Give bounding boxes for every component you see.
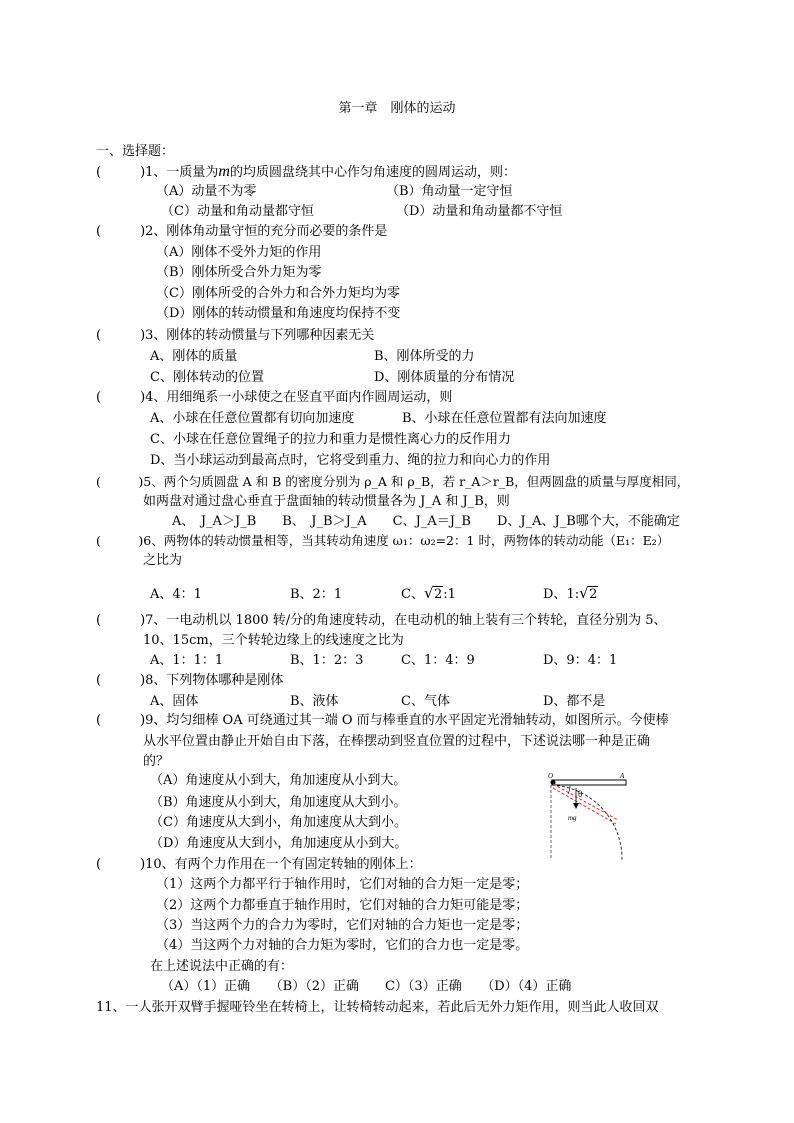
q7-option-b: B、1：2：3 [290, 653, 364, 668]
q6-line-2: 之比为 [143, 553, 183, 568]
question-3: ( )3、刚体的转动惯量与下列哪种因素无关 [96, 328, 375, 343]
swing-arc [552, 785, 622, 860]
q2-option-d: （D）刚体的转动惯量和角速度均保持不变 [156, 306, 401, 321]
section-heading: 一、选择题： [96, 144, 175, 159]
question-8: ( )8、下列物体哪种是刚体 [96, 673, 284, 688]
q1-option-c: （C）动量和角动量都守恒 [161, 204, 314, 219]
q9-line-2: 从水平位置由静止开始自由下落，在棒摆动到竖直位置的过程中，下述说法哪一种是正确 [143, 734, 651, 749]
q10-prompt: 在上述说法中正确的有： [150, 959, 294, 974]
q1-symbol: m [218, 163, 230, 180]
q7-option-c: C、1：4：9 [401, 653, 475, 668]
q4-option-b: B、小球在任意位置都有法向加速度 [402, 411, 607, 426]
q3-option-d: D、刚体质量的分布情况 [374, 370, 515, 385]
page-title: 第一章 刚体的运动 [338, 101, 456, 116]
q7-option-a: A、1：1：1 [150, 653, 224, 668]
sqrt-symbol [579, 587, 598, 603]
label-theta: θ [578, 789, 583, 799]
q10-statement-2: （2）这两个力都垂直于轴作用时，它们对轴的合力矩可能是零； [156, 898, 529, 913]
rod-position-line [553, 788, 616, 824]
question-11: 11、一人张开双臂手握哑铃坐在转椅上，让转椅转动起来，若此后无外力矩作用，则当此人收回双 [96, 1000, 659, 1015]
rod [552, 780, 626, 785]
q2-option-c: （C）刚体所受的合外力和合外力矩均为零 [156, 286, 400, 301]
q9-line-3: 的？ [143, 754, 170, 769]
q1-option-d: （D）动量和角动量都不守恒 [396, 204, 563, 219]
q6-c-label: C、 [401, 587, 424, 602]
q5-line-2: 如两盘对通过盘心垂直于盘面轴的转动惯量各为 J_A 和 J_B，则 [143, 494, 510, 509]
sqrt-symbol [424, 587, 443, 603]
question-9: ( )9、均匀细棒 OA 可绕通过其一端 O 而与棒垂直的水平固定光滑轴转动，如图所示。今使棒 [96, 713, 669, 728]
q6-option-c [401, 587, 456, 603]
q6-d-ratio: 1: [566, 587, 580, 602]
question-1 [96, 164, 516, 181]
q6-option-d [543, 587, 598, 603]
q1-option-b: （B）角动量一定守恒 [386, 184, 513, 199]
q8-option-d: D、都不是 [543, 694, 606, 709]
q1-option-a: （A）动量不为零 [156, 184, 257, 199]
q10-statement-4: （4）当这两个力对轴的合力矩为零时，它们的合力也一定是零。 [156, 938, 529, 953]
q10-options: （A）（1）正确 （B）（2）正确 C）（3）正确 （D）（4）正确 [161, 979, 572, 994]
question-4: ( )4、用细绳系一小球使之在竖直平面内作圆周运动，则 [96, 390, 453, 405]
q8-option-a: A、固体 [150, 694, 199, 709]
q1-text: ( )1、一质量为 [96, 165, 219, 180]
q9-option-b: （B）角速度从小到大，角加速度从大到小。 [150, 795, 407, 810]
arrow-head-icon [573, 803, 579, 809]
q4-option-a: A、小球在任意位置都有切向加速度 [150, 411, 355, 426]
question-10: ( )10、有两个力作用在一个有固定转轴的刚体上： [96, 857, 422, 872]
q5-options: A、 J_A＞J_B B、 J_B＞J_A C、J_A＝J_B D、J_A、J_B哪个大，不能确定 [172, 514, 680, 529]
q6-c-ratio: :1 [443, 587, 456, 602]
rod-pivot-diagram [540, 768, 632, 862]
q6-option-b: B、2：1 [290, 587, 343, 602]
label-a: A [620, 772, 625, 780]
q4-option-c: C、小球在任意位置绳子的拉力和重力是惯性离心力的反作用力 [150, 432, 511, 447]
question-6: ( )6、两物体的转动惯量相等，当其转动角速度 ω₁：ω₂=2：1 时，两物体的转动动能（E₁：E₂） [96, 533, 670, 548]
question-5: ( )5、两个匀质圆盘 A 和 B 的密度分别为 ρ_A 和 ρ_B，若 r_A＞r_B，但两圆盘的质量与厚度相同， [96, 474, 690, 489]
q6-d-label: D、 [543, 587, 567, 602]
q9-option-c: （C）角速度从大到小，角加速度从大到小。 [150, 815, 407, 830]
q10-statement-1: （1）这两个力都平行于轴作用时，它们对轴的合力矩一定是零； [156, 877, 529, 892]
rod-position-line [553, 784, 618, 820]
q3-option-a: A、刚体的质量 [150, 349, 238, 364]
q10-statement-3: （3）当这两个力的合力为零时，它们对轴的合力矩也一定是零； [156, 918, 529, 933]
q1-text-post: 的均质圆盘绕其中心作匀角速度的圆周运动，则： [229, 165, 516, 180]
q7-option-d: D、9：4：1 [543, 653, 618, 668]
q4-option-d: D、当小球运动到最高点时，它将受到重力、绳的拉力和向心力的作用 [150, 453, 551, 468]
question-7: ( )7、一电动机以 1800 转/分的角速度转动，在电动机的轴上装有三个转轮，直径分别为 5、 [96, 613, 667, 628]
label-o: O [548, 772, 554, 780]
q2-option-a: （A）刚体不受外力矩的作用 [156, 245, 322, 260]
question-2: ( )2、刚体角动量守恒的充分而必要的条件是 [96, 224, 388, 239]
q9-option-a: （A）角速度从小到大，角加速度从小到大。 [150, 773, 407, 788]
label-mg: mg [568, 814, 577, 822]
q6-c-radicand: 2 [433, 587, 443, 602]
q3-option-b: B、刚体所受的力 [374, 349, 475, 364]
q6-option-a: A、4：1 [150, 587, 202, 602]
q8-option-b: B、液体 [290, 694, 339, 709]
q3-option-c: C、刚体转动的位置 [150, 370, 264, 385]
q7-line-2: 10、15cm，三个转轮边缘上的线速度之比为 [143, 633, 404, 648]
q6-d-radicand: 2 [589, 587, 598, 602]
q2-option-b: （B）刚体所受合外力矩为零 [156, 265, 322, 280]
q8-option-c: C、气体 [401, 694, 450, 709]
q9-option-d: （D）角速度从大到小，角加速度从小到大。 [150, 836, 408, 851]
